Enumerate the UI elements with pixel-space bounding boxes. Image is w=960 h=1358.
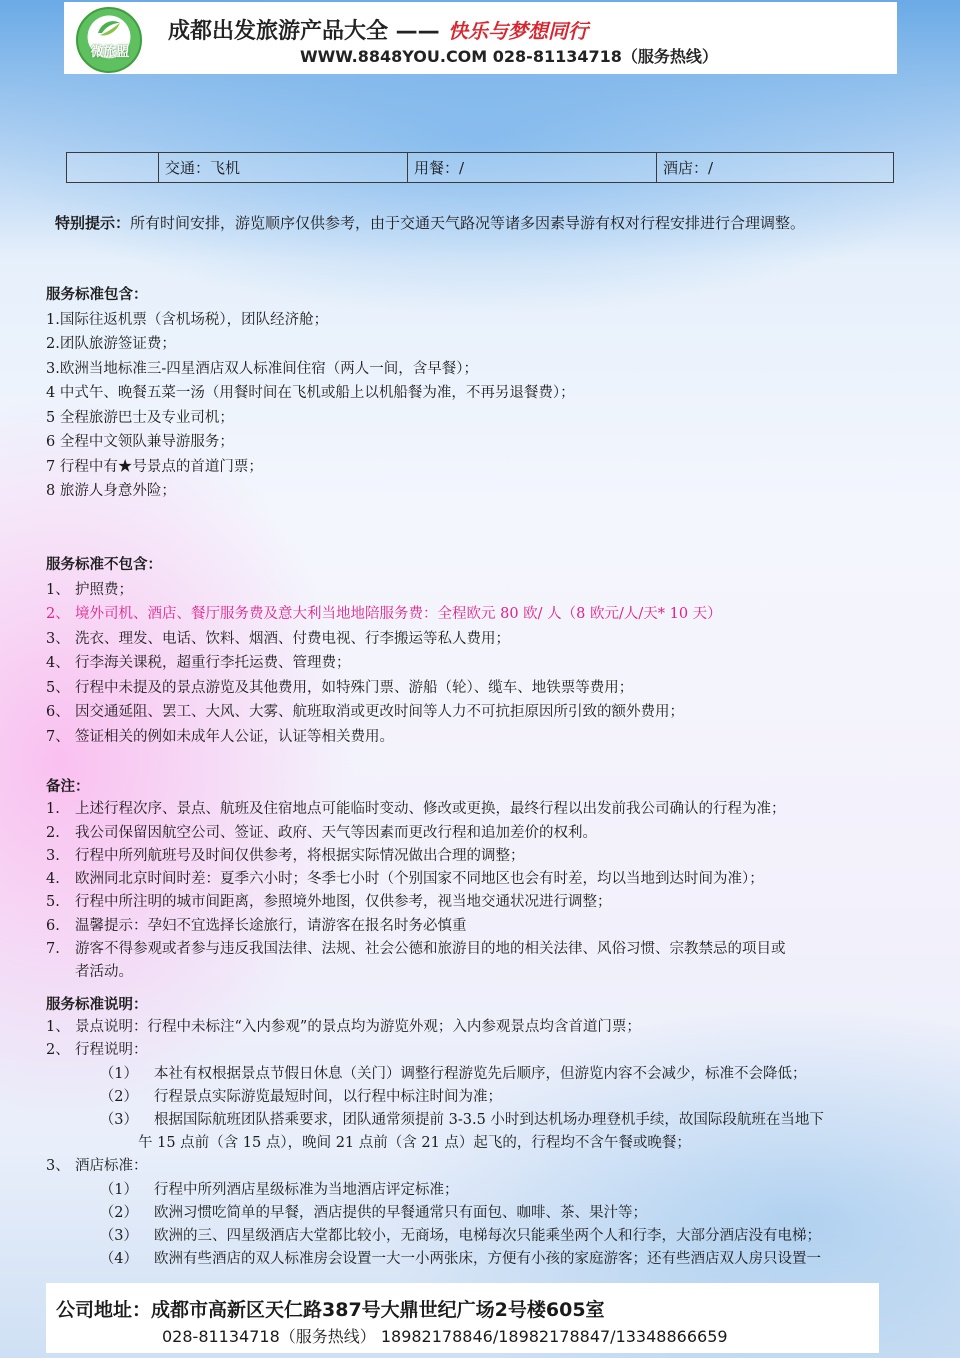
item-number: 7. [46,941,60,958]
subitem-text: 行程中所列酒店星级标准为当地酒店评定标准； [154,1181,459,1198]
explanation-subitem [46,1225,824,1248]
notice-label: 特别提示： [55,214,131,232]
subitem-text: 欧洲有些酒店的双人标准房会设置一大一小两张床，方便有小孩的家庭游客；还有些酒店双人房只设置一 [154,1251,821,1268]
item-text: 因交通延阻、罢工、大风、大雾、航班取消或更改时间等人力不可抗拒原因所引致的额外费用； [75,704,684,720]
header-slogan: 快乐与梦想同行 [448,19,588,43]
subitem-number: （3） [99,1228,138,1245]
day-info-row [67,153,894,183]
header-contact: WWW.8848YOU.COM 028-81134718（服务热线） [300,47,718,66]
transport-cell: 交通：飞机 [159,153,408,183]
subitem-text: 欧洲习惯吃简单的早餐，酒店提供的早餐通常只有面包、咖啡、茶、果汁等； [154,1204,647,1221]
item-text: 洗衣、理发、电话、饮料、烟酒、付费电视、行李搬运等私人费用； [75,630,510,647]
excluded-item [46,651,722,676]
subitem-text: 本社有权根据景点节假日休息（关门）调整行程游览先后顺序，但游览内容不会减少，标准不会降低； [154,1065,807,1082]
remark-item [46,938,786,961]
remark-item [46,798,786,821]
explanation-subitem [46,1248,824,1271]
excluded-item [46,627,722,652]
item-number: 1. [46,801,60,818]
item-number: 1、 [46,1019,70,1036]
special-notice [55,212,805,233]
item-text: 护照费； [75,581,133,598]
item-text: 游客不得参观或者参与违反我国法律、法规、社会公德和旅游目的地的相关法律、风俗习惯、宗教禁忌的项目或 [75,941,786,958]
excluded-item [46,700,722,725]
leaf-logo-icon [96,19,122,37]
excluded-section [46,553,722,749]
item-text: 酒店标准： [75,1158,148,1175]
item-text: 行程中所列航班号及时间仅供参考，将根据实际情况做出合理的调整； [75,847,525,864]
hotel-cell: 酒店：/ [657,153,894,183]
included-section [46,283,575,504]
remarks-section [46,775,786,985]
brand-logo [76,7,142,73]
item-text: 欧洲同北京时间时差：夏季六小时；冬季七小时（个别国家不同地区也会有时差，均以当地到达时间为准）； [75,871,764,888]
subitem-number: （1） [99,1065,138,1082]
header-title: 成都出发旅游产品大全 —— [168,19,440,44]
explanation-subitem-continuation: 午 15 点前（含 15 点），晚间 21 点前（含 21 点）起飞的，行程均不含午餐或晚餐； [138,1135,691,1152]
item-text: 我公司保留因航空公司、签证、政府、天气等因素而更改行程和追加差价的权利。 [75,824,597,841]
explanation-subitem [46,1109,824,1132]
explanation-subitem [46,1202,824,1225]
item-text: 温馨提示：孕妇不宜选择长途旅行，请游客在报名时务必慎重 [75,917,467,934]
included-item: 4 中式午、晚餐五菜一汤（用餐时间在飞机或船上以机船餐为准，不再另退餐费）； [46,385,575,401]
included-item: 6 全程中文领队兼导游服务； [46,434,234,450]
excluded-item [46,578,722,603]
footer-banner [46,1283,879,1353]
item-number: 3、 [46,630,70,647]
explanation-item [46,1155,824,1178]
excluded-item [46,725,722,750]
explanation-item [46,1039,824,1062]
explanation-subitem [46,1086,824,1109]
excluded-title: 服务标准不包含： [46,556,162,573]
subitem-text: 欧洲的三、四星级酒店大堂都比较小，无商场，电梯每次只能乘坐两个人和行李，大部分酒店没有电梯； [154,1228,821,1245]
item-number: 3. [46,847,60,864]
remark-item [46,822,786,845]
item-number: 5、 [46,679,70,696]
item-number: 2. [46,824,60,841]
item-text: 行程说明： [75,1042,148,1059]
item-number: 5. [46,894,60,911]
remark-item [46,891,786,914]
remark-item [46,868,786,891]
item-text: 行程中所注明的城市间距离，参照境外地图，仅供参考，视当地交通状况进行调整； [75,894,612,911]
item-number: 6. [46,917,60,934]
remark-item [46,845,786,868]
included-item: 5 全程旅游巴士及专业司机； [46,409,234,426]
logo-text: 微旅盟 [90,45,130,60]
included-item: 7 行程中有★号景点的首道门票； [46,458,263,475]
remark-item-continuation: 者活动。 [75,964,133,981]
subitem-number: （2） [99,1204,138,1221]
subitem-number: （1） [99,1181,138,1198]
notice-text: 所有时间安排，游览顺序仅供参考，由于交通天气路况等诸多因素导游有权对行程安排进行合理调整。 [130,214,806,232]
explanation-title: 服务标准说明： [46,996,148,1013]
included-item: 8 旅游人身意外险； [46,483,176,499]
item-text: 景点说明：行程中未标注“入内参观”的景点均为游览外观；入内参观景点均含首道门票； [75,1019,641,1036]
item-text: 行程中未提及的景点游览及其他费用，如特殊门票、游船（轮）、缆车、地铁票等费用； [75,679,634,696]
item-text: 行李海关课税，超重行李托运费、管理费； [75,655,351,671]
subitem-number: （4） [99,1251,138,1268]
included-item: 1.国际往返机票（含机场税），团队经济舱； [46,311,329,328]
explanation-subitem [46,1179,824,1202]
subitem-number: （3） [99,1112,138,1129]
item-number: 7、 [46,728,70,745]
included-title: 服务标准包含： [46,286,148,303]
item-number: 2、 [46,1042,70,1059]
explanation-item [46,1016,824,1039]
item-number: 6、 [46,704,70,720]
meals-cell: 用餐：/ [408,153,657,183]
excluded-item-highlight [46,602,722,627]
explanation-section [46,993,824,1271]
subitem-text: 行程景点实际游览最短时间，以行程中标注时间为准； [154,1088,502,1105]
company-address: 公司地址：成都市高新区天仁路387号大鼎世纪广场2号楼605室 [56,1299,605,1321]
item-number: 2、 [46,606,70,622]
item-number: 1、 [46,581,70,598]
item-number: 4、 [46,655,70,671]
contact-phones: 028-81134718（服务热线） 18982178846/18982178847/13348866659 [162,1327,728,1346]
remarks-title: 备注： [46,778,90,795]
remark-item [46,915,786,938]
item-text: 上述行程次序、景点、航班及住宿地点可能临时变动、修改或更换，最终行程以出发前我公司确认的行程为准； [75,801,786,818]
excluded-item [46,676,722,701]
subitem-number: （2） [99,1088,138,1105]
included-item: 2.团队旅游签证费； [46,336,176,352]
item-number: 3、 [46,1158,70,1175]
item-number: 4. [46,871,60,888]
subitem-text: 根据国际航班团队搭乘要求，团队通常须提前 3-3.5 小时到达机场办理登机手续，故国际段航班在当地下 [154,1112,824,1129]
item-text: 境外司机、酒店、餐厅服务费及意大利当地地陪服务费：全程欧元 80 欧/ 人（8 欧元/人/天* 10 天） [75,606,722,622]
header-banner [64,2,897,74]
day-info-table [66,152,894,183]
included-item: 3.欧洲当地标准三-四星酒店双人标准间住宿（两人一间，含早餐）； [46,360,478,377]
day-info-empty-cell [67,153,159,183]
item-text: 签证相关的例如未成年人公证，认证等相关费用。 [75,728,394,745]
explanation-subitem [46,1063,824,1086]
